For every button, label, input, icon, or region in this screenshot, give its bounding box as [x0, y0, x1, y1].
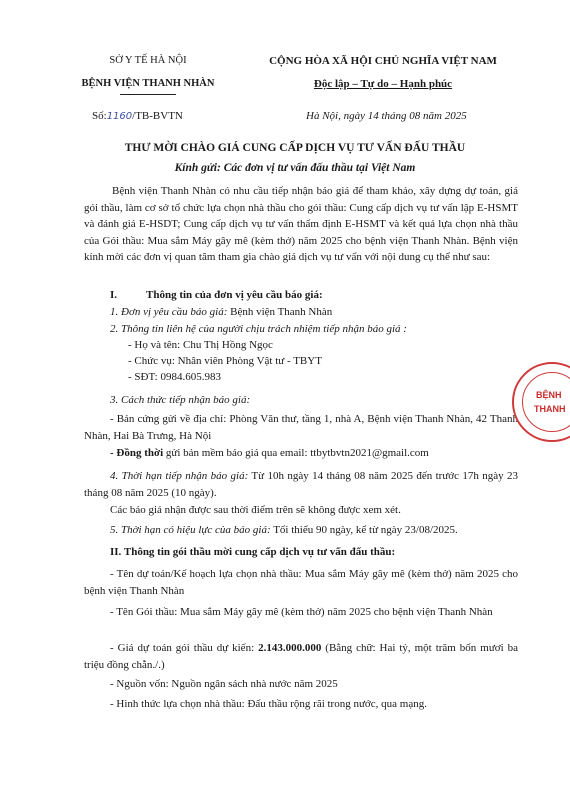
country-name: CỘNG HÒA XÃ HỘI CHỦ NGHĨA VIỆT NAM	[269, 55, 497, 67]
item5-value: Tối thiểu 90 ngày, kể từ ngày 23/08/2025.	[270, 524, 458, 536]
contact-name: - Họ và tên: Chu Thị Hồng Ngọc	[128, 339, 273, 351]
recipient: Kính gửi: Các đơn vị tư vấn đấu thầu tại Việt Nam	[174, 162, 416, 174]
item1	[110, 306, 332, 318]
section1-heading	[110, 289, 323, 301]
hospital-underline	[120, 94, 176, 95]
section2-heading: II. Thông tin gói thầu mời cung cấp dịch vụ tư vấn đấu thầu:	[110, 546, 396, 558]
section2-package: - Tên Gói thầu: Mua sắm Máy gây mê (kèm thở) năm 2025 cho bệnh viện Thanh Nhàn	[110, 606, 493, 618]
contact-phone: - SĐT: 0984.605.983	[128, 371, 221, 383]
item2-label: 2. Thông tin liên hệ của người chịu trách nhiệm tiếp nhận báo giá :	[110, 323, 407, 335]
item1-value: Bệnh viện Thanh Nhàn	[227, 306, 333, 318]
stamp-inner-ring	[522, 372, 570, 432]
item5-label: 5. Thời hạn có hiệu lực của báo giá:	[110, 524, 271, 536]
section2-budget	[84, 640, 518, 673]
item3-soft-rest: gửi bản mềm báo giá qua email: ttbytbvtn2021@gmail.com	[163, 447, 429, 459]
intro-paragraph: Bệnh viện Thanh Nhàn có nhu cầu tiếp nhận báo giá để tham khảo, xây dựng dự toán, giá gói thầu, làm cơ sở tổ chức lựa chọn nhà thầu cho gói thầu: Cung cấp dịch vụ tư vấn lập E-HSMT và đánh giá E-HSDT; Cung cấp dịch vụ tư vấn thẩm định E-HSMT và kết quả lựa chọn nhà thầu của Gói thầu: Mua sắm Máy gây mê (kèm thở) năm 2025 cho bệnh viện Thanh Nhàn. Bệnh viện kính mời các đơn vị quan tâm tham gia chào giá dịch vụ tư vấn với nội dung cụ thể như sau:	[84, 185, 518, 263]
section2-method: - Hình thức lựa chọn nhà thầu: Đấu thầu rộng rãi trong nước, qua mạng.	[110, 698, 427, 710]
item4-label: 4. Thời hạn tiếp nhận báo giá:	[110, 470, 249, 482]
item3-hardcopy: - Bản cứng gửi về địa chỉ: Phòng Văn thư, tầng 1, nhà A, Bệnh viện Thanh Nhàn, 42 Thanh Nhàn, Hai Bà Trưng, Hà Nội	[84, 413, 518, 442]
hospital-name: BỆNH VIỆN THANH NHÀN	[81, 78, 215, 89]
handwritten-number: 1160	[106, 111, 133, 122]
item1-label: 1. Đơn vị yêu cầu báo giá:	[110, 306, 228, 318]
section1-title: Thông tin của đơn vị yêu cầu báo giá:	[146, 289, 323, 301]
stamp-text-1: BỆNH	[536, 390, 562, 400]
number-suffix: /TB-BVTN	[132, 110, 183, 122]
item5	[110, 524, 458, 536]
stamp-text-2: THANH	[534, 404, 566, 414]
item4	[84, 468, 518, 501]
contact-position: - Chức vụ: Nhân viên Phòng Vật tư - TBYT	[128, 355, 322, 367]
budget-value: 2.143.000.000	[258, 642, 322, 654]
ministry-name: SỞ Y TẾ HÀ NỘI	[109, 55, 187, 66]
late-note: Các báo giá nhận được sau thời điểm trên sẽ không được xem xét.	[110, 504, 401, 516]
document-title: THƯ MỜI CHÀO GIÁ CUNG CẤP DỊCH VỤ TƯ VẤN ĐẤU THẦU	[124, 142, 466, 154]
budget-prefix: - Giá dự toán gói thầu dự kiến:	[110, 642, 259, 654]
document-number	[92, 110, 183, 122]
item4-value: Từ 10h ngày 14 tháng 08 năm 2025 đến trước 17h ngày 23 tháng 08 năm 2025 (10 ngày).	[84, 470, 518, 499]
section2-funding: - Nguồn vốn: Nguồn ngân sách nhà nước năm 2025	[110, 678, 338, 690]
item3-label: 3. Cách thức tiếp nhận báo giá:	[110, 394, 251, 406]
section2-plan: - Tên dự toán/Kế hoạch lựa chọn nhà thầu: Mua sắm Máy gây mê (kèm thở) năm 2025 cho bệnh viện Thanh Nhàn	[84, 568, 518, 597]
item3-softcopy	[110, 447, 429, 459]
place-date: Hà Nội, ngày 14 tháng 08 năm 2025	[306, 110, 467, 122]
item3-soft-bold: - Đồng thời	[110, 447, 164, 459]
budget-suffix: (Bằng chữ: Hai tỷ, một trăm bốn mươi ba triệu đồng chẵn./.)	[84, 642, 519, 671]
number-label: Số:	[92, 110, 107, 122]
section1-number: I.	[110, 289, 118, 301]
motto	[248, 78, 518, 90]
motto-text: Độc lập – Tự do – Hạnh phúc	[313, 78, 453, 90]
official-stamp	[512, 362, 570, 442]
